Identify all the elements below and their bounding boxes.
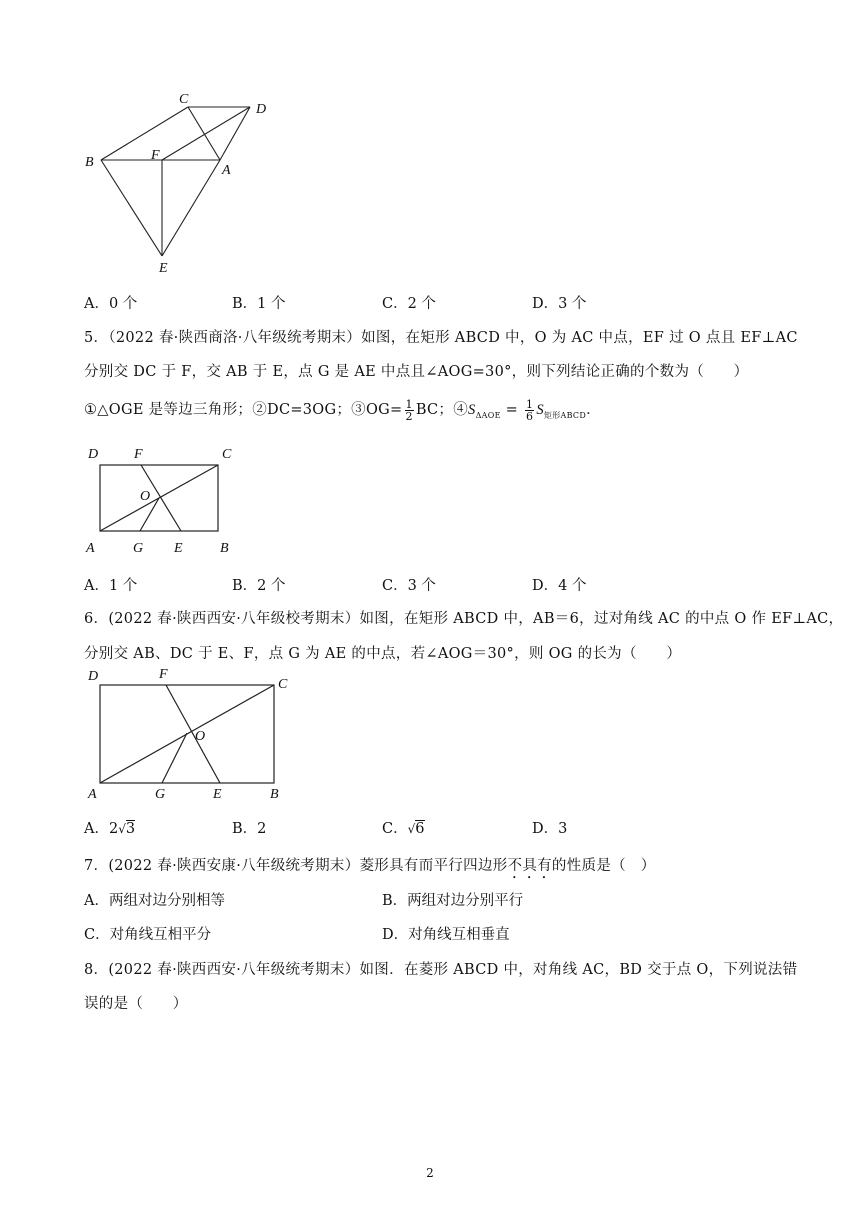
- q5-stem-line2: 分别交 DC 于 F，交 AB 于 E，点 G 是 AE 中点且∠AOG=30°，则下列结论正确的个数为（ ）: [84, 364, 749, 380]
- q6-fig-label-C: C: [278, 677, 288, 692]
- q5-fig-label-B: B: [220, 541, 229, 556]
- q6-figure: [84, 664, 294, 804]
- q6-option-b: B．2: [232, 821, 267, 837]
- q6-fig-label-D: D: [88, 669, 99, 684]
- fig1-label-B: B: [85, 155, 94, 170]
- q5-statements: ①△OGE 是等边三角形；②DC=3OG；③OG= $\frac{1}{2}$ BC；$④S_{\Delta AOE}$ = $\frac{1}{6}$ $S_{矩形ABCD}$．: [84, 397, 601, 423]
- q5-fig-label-E: E: [174, 541, 183, 556]
- q4-option-d: D．3 个: [532, 296, 587, 312]
- q5-fig-label-A: A: [86, 541, 95, 556]
- q4-option-c: C．2 个: [382, 296, 436, 312]
- q5-fig-label-O: O: [140, 489, 151, 504]
- q5-frac-half: $\frac{1}{2}$: [405, 397, 413, 423]
- q5-fig-label-C: C: [222, 447, 232, 462]
- q7-stem: 7．(2022 春·陕西安康·八年级统考期末）菱形具有而平行四边形不具有的性质是（ ）: [84, 858, 656, 874]
- q5-fig-label-F: F: [134, 447, 143, 462]
- q5-stmt-b: BC；④: [415, 402, 469, 418]
- q6-fig-label-B: B: [270, 787, 279, 802]
- q8-stem-line1: 8．(2022 春·陕西西安·八年级统考期末）如图．在菱形 ABCD 中，对角线 AC，BD 交于点 O，下列说法错: [84, 962, 798, 978]
- q6-fig-label-F: F: [159, 667, 168, 682]
- q6-fig-label-E: E: [213, 787, 222, 802]
- q6-option-c: C．√6: [382, 821, 425, 837]
- q5-frac-sixth: $\frac{1}{6}$: [526, 397, 534, 423]
- q4-option-a: A．0 个: [84, 296, 138, 312]
- fig1-label-F: F: [151, 148, 160, 163]
- fig1-label-D: D: [256, 102, 267, 117]
- q7-emphasis: 不具有: [507, 858, 552, 874]
- q5-option-d: D．4 个: [532, 578, 587, 594]
- q5-fig-label-D: D: [88, 447, 99, 462]
- q6-stem-line1: 6．(2022 春·陕西西安·八年级校考期末）如图，在矩形 ABCD 中，AB＝6，过对角线 AC 的中点 O 作 EF⊥AC，: [84, 611, 844, 627]
- q7-option-c: C．对角线互相平分: [84, 927, 212, 943]
- q6-fig-label-G: G: [155, 787, 166, 802]
- fig1-label-E: E: [159, 261, 168, 276]
- q6-option-a: A．2√3: [84, 821, 136, 837]
- q5-stem-line1: 5．（2022 春·陕西商洛·八年级统考期末）如图，在矩形 ABCD 中，O 为 AC 中点，EF 过 O 点且 EF⊥AC: [84, 330, 798, 346]
- page-number: 2: [426, 1166, 434, 1180]
- q6-fig-label-O: O: [195, 729, 206, 744]
- q6-option-d: D．3: [532, 821, 568, 837]
- q5-fig-label-G: G: [133, 541, 144, 556]
- q6-fig-label-A: A: [88, 787, 97, 802]
- q5-stmt-a: ①△OGE 是等边三角形；②DC=3OG；③OG=: [84, 402, 403, 418]
- q5-figure: [84, 440, 244, 558]
- fig1-label-A: A: [222, 163, 231, 178]
- q5-option-c: C．3 个: [382, 578, 436, 594]
- fig1-label-C: C: [179, 92, 189, 107]
- q8-stem-line2: 误的是（ ）: [84, 996, 188, 1012]
- figure-1: [80, 86, 280, 281]
- q7-option-b: B．两组对边分别平行: [382, 893, 524, 909]
- q6-stem-line2: 分别交 AB、DC 于 E、F，点 G 为 AE 的中点，若∠AOG＝30°，则 OG 的长为（ ）: [84, 646, 682, 662]
- q5-option-a: A．1 个: [84, 578, 138, 594]
- q5-option-b: B．2 个: [232, 578, 286, 594]
- q4-option-b: B．1 个: [232, 296, 286, 312]
- q7-option-a: A．两组对边分别相等: [84, 893, 225, 909]
- q7-option-d: D．对角线互相垂直: [382, 927, 510, 943]
